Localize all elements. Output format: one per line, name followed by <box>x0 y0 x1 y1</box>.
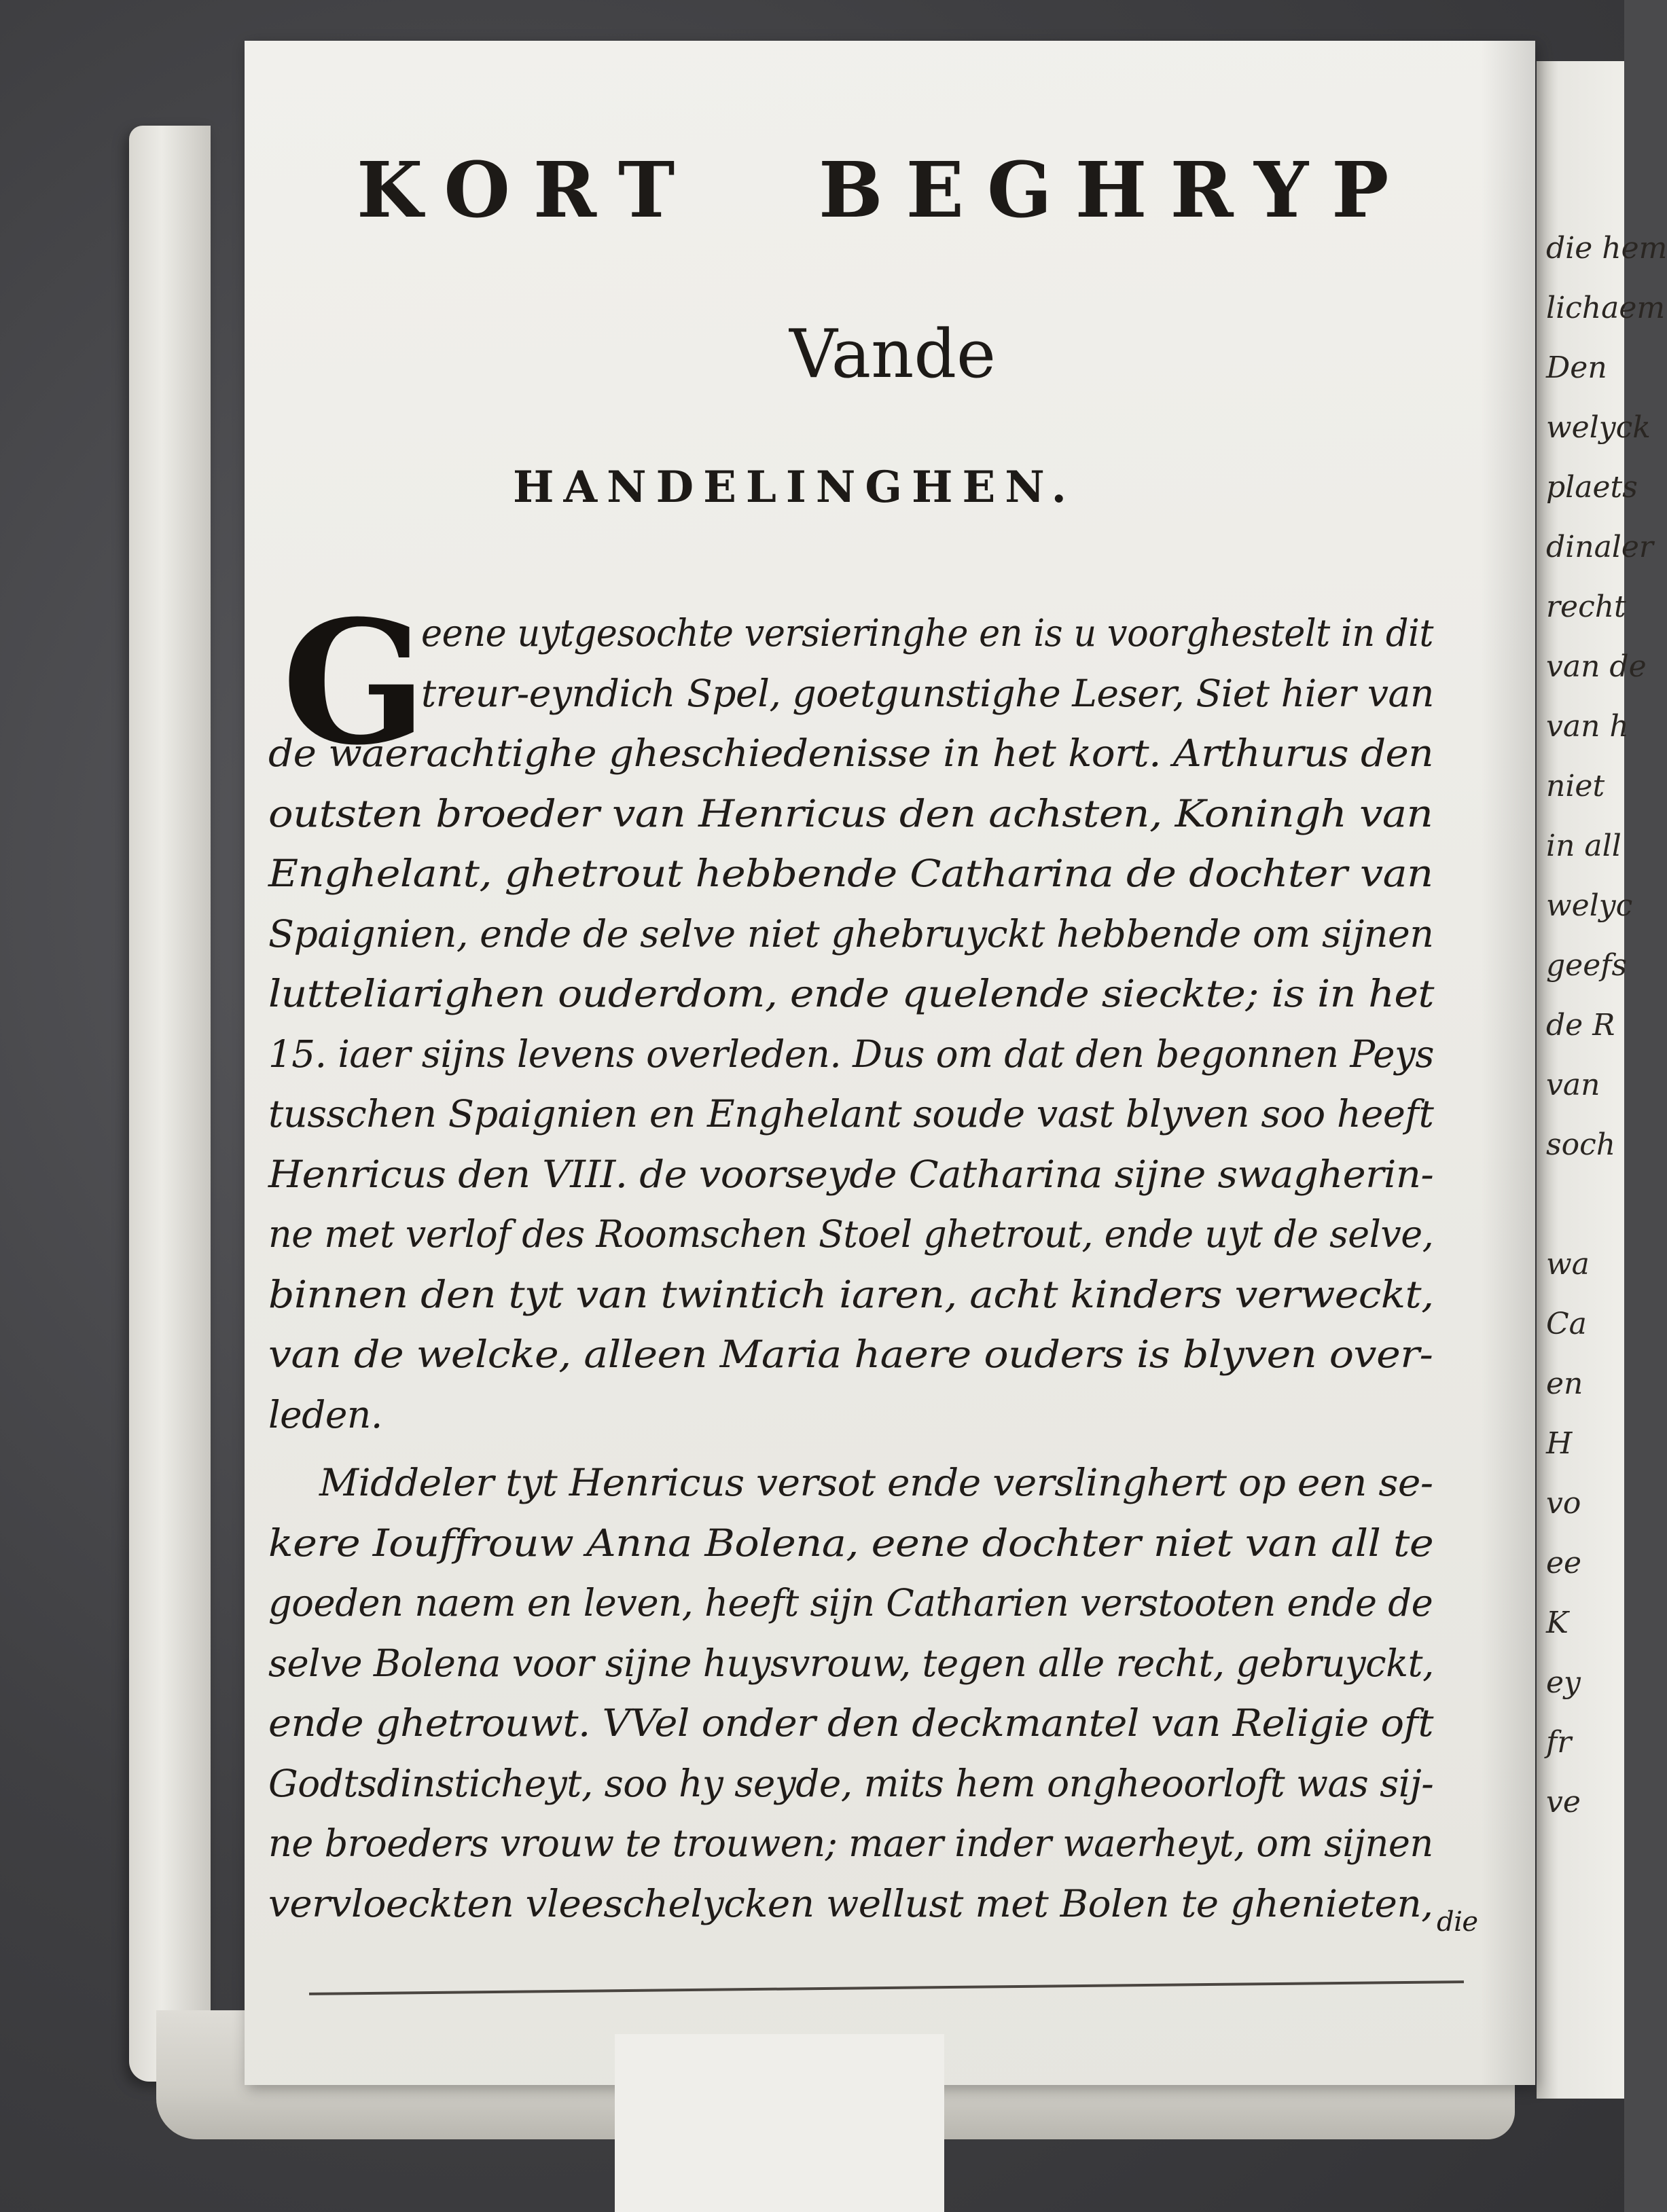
facing-page-fragment: van <box>1546 1068 1600 1102</box>
facing-page-fragment: lichaem <box>1546 291 1666 325</box>
body-line: lutteliarighen ouderdom, ende quelende sieckte; is in het <box>268 972 1435 1015</box>
title-word-2: BEGHRYP <box>819 146 1412 235</box>
facing-page-fragment: ee <box>1546 1546 1582 1580</box>
body-line: 15. iaer sijns levens overleden. Dus om dat den begonnen Peys <box>268 1032 1434 1076</box>
facing-page-fragment: in all <box>1546 829 1621 863</box>
body-line: eene uytgesochte versieringhe en is u voorghestelt in dit <box>421 611 1434 655</box>
facing-page-fragment: geefs <box>1546 948 1628 983</box>
body-line: de waerachtighe gheschiedenisse in het kort. Arthurus den <box>268 731 1434 775</box>
label-patch <box>615 2034 944 2212</box>
body-line: kere Iouffrouw Anna Bolena, eene dochter niet van all te <box>268 1521 1434 1565</box>
body-line: treur-eyndich Spel, goetgunstighe Leser, Siet hier van <box>421 671 1434 715</box>
facing-page-fragment: en <box>1546 1366 1583 1401</box>
facing-page-fragment: de R <box>1546 1008 1615 1042</box>
body-line: Enghelant, ghetrout hebbende Catharina de dochter van <box>268 852 1433 895</box>
body-line: ne broeders vrouw te trouwen; maer inder waerheyt, om sijnen <box>268 1821 1433 1865</box>
body-line: ne met verlof des Roomschen Stoel ghetrout, ende uyt de selve, <box>268 1212 1434 1256</box>
body-line: Henricus den VIII. de voorseyde Catharina sijne swagherin- <box>268 1152 1434 1196</box>
facing-page-fragment: K <box>1546 1606 1569 1640</box>
book-page-edges <box>129 126 211 2082</box>
body-line: Spaignien, ende de selve niet ghebruyckt hebbende om sijnen <box>268 911 1434 956</box>
facing-page-fragment: soch <box>1546 1127 1616 1162</box>
body-line: Godtsdinsticheyt, soo hy seyde, mits hem ongheoorloft was sij- <box>268 1761 1434 1805</box>
facing-page-fragment: H <box>1546 1426 1573 1461</box>
facing-page-fragment: ey <box>1546 1665 1581 1700</box>
facing-page-fragment: niet <box>1546 769 1605 803</box>
facing-page <box>1537 61 1667 2099</box>
facing-page-fragment: wa <box>1546 1247 1590 1282</box>
body-line: leden. <box>268 1392 382 1436</box>
body-line: selve Bolena voor sijne huysvrouw, tegen alle recht, gebruyckt, <box>268 1641 1434 1685</box>
facing-page-fragment: recht <box>1546 590 1626 624</box>
facing-page-fragment: vo <box>1546 1486 1581 1521</box>
facing-page-fragment: Ca <box>1546 1307 1587 1341</box>
body-line: vervloeckten vleeschelycken wellust met Bolen te ghenieten, <box>268 1881 1433 1925</box>
heading-vande: Vande <box>789 316 997 393</box>
facing-page-fragment: die hem <box>1546 231 1667 266</box>
facing-page-fragment: van de <box>1546 649 1647 684</box>
facing-page-fragment: ve <box>1546 1785 1581 1819</box>
body-line: binnen den tyt van twintich iaren, acht kinders verweckt, <box>268 1272 1434 1316</box>
facing-page-fragment: welyc <box>1546 888 1633 923</box>
page-gutter-shadow <box>1481 41 1535 2085</box>
body-line: goeden naem en leven, heeft sijn Catharien verstooten ende de <box>268 1581 1433 1625</box>
facing-page-fragment: van h <box>1546 709 1629 744</box>
facing-page-fragment: fr <box>1546 1725 1572 1760</box>
body-line: outsten broeder van Henricus den achsten, Koningh van <box>268 791 1433 835</box>
facing-page-fragment: welyck <box>1546 410 1651 445</box>
facing-page-fragment: dinaler <box>1546 530 1653 564</box>
subtitle: HANDELINGHEN. <box>513 462 1076 513</box>
body-line: tusschen Spaignien en Enghelant soude vast blyven soo heeft <box>268 1092 1434 1136</box>
title-word-1: KORT <box>357 146 698 235</box>
catchword: die <box>1437 1906 1478 1938</box>
facing-page-fragment: Den <box>1546 350 1607 385</box>
facing-page-fragment: plaets <box>1546 470 1638 505</box>
drop-cap: G <box>282 583 427 782</box>
body-line: van de welcke, alleen Maria haere ouders is blyven over- <box>268 1332 1433 1376</box>
body-line: Middeler tyt Henricus versot ende verslinghert op een se- <box>319 1461 1433 1504</box>
body-line: ende ghetrouwt. VVel onder den deckmantel van Religie oft <box>268 1701 1433 1745</box>
